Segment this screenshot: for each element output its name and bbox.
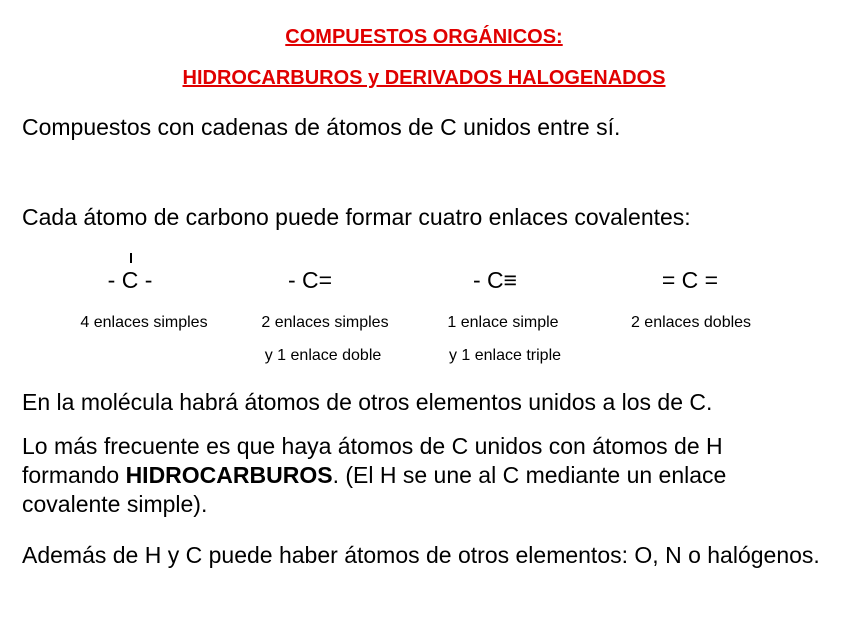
page-title: COMPUESTOS ORGÁNICOS: [285, 26, 563, 48]
bond-formula-single: - C - [107, 267, 153, 293]
bond-formula-triple: - C≡ [472, 267, 518, 293]
vertical-bond-mark [130, 253, 132, 263]
bond-formula-double: - C= [287, 267, 333, 293]
carbon-bonds-paragraph: Cada átomo de carbono puede formar cuatro enlaces covalentes: [22, 204, 691, 230]
page-subtitle: HIDROCARBUROS y DERIVADOS HALOGENADOS [182, 67, 666, 89]
bond-caption-second: y 1 enlace doble [264, 347, 382, 364]
bond-caption-second: y 1 enlace triple [448, 347, 562, 364]
hydrocarbons-text-pre: Lo más frecuente es que haya átomos de C unidos con átomos de H formando [22, 433, 723, 488]
hydrocarbons-paragraph [22, 432, 822, 519]
other-elements-paragraph: En la molécula habrá átomos de otros elementos unidos a los de C. [22, 389, 713, 415]
bond-caption: 2 enlaces simples [261, 314, 389, 331]
hydrocarbons-term: HIDROCARBUROS [125, 462, 333, 488]
bond-caption: 4 enlaces simples [80, 314, 208, 331]
hydrocarbons-text-post: . (El H se une al C mediante un enlace covalente simple). [22, 462, 727, 517]
bond-caption: 2 enlaces dobles [630, 314, 752, 331]
bond-formula-two-double: = C = [661, 267, 719, 293]
heteroatoms-paragraph: Además de H y C puede haber átomos de otros elementos: O, N o halógenos. [22, 542, 820, 568]
bond-caption: 1 enlace simple [447, 314, 559, 331]
intro-paragraph: Compuestos con cadenas de átomos de C unidos entre sí. [22, 114, 621, 140]
